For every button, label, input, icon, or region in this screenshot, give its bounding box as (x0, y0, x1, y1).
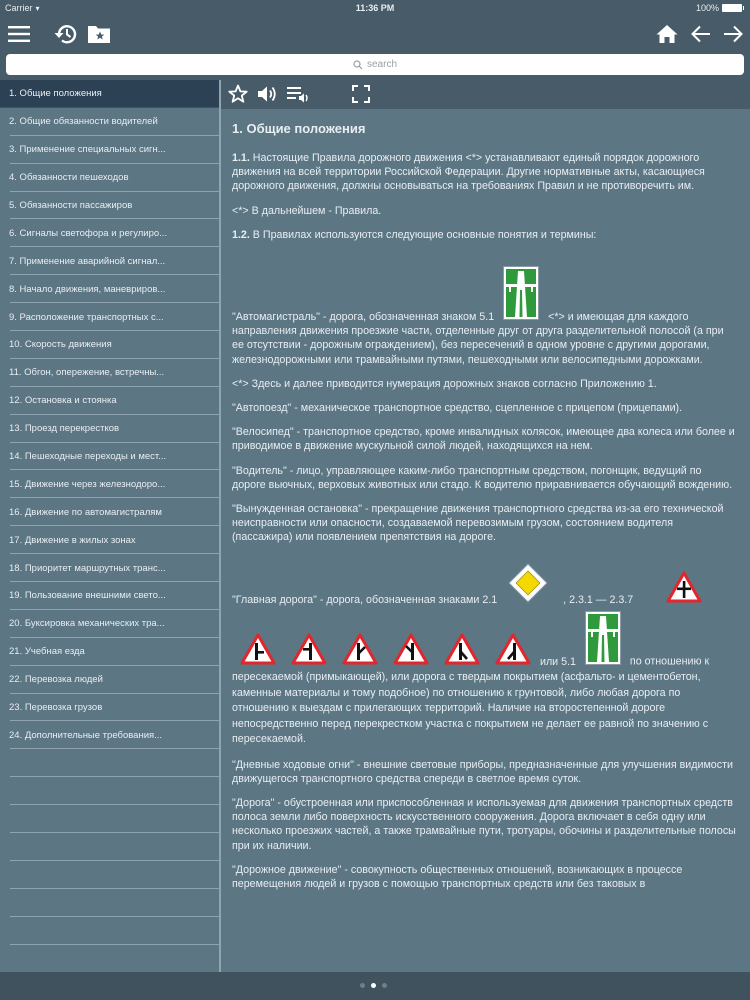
forward-arrow-icon[interactable] (718, 20, 748, 48)
sidebar-item-19[interactable] (0, 582, 219, 610)
sidebar-item-label: 11. Обгон, опережение, встречны... (9, 367, 165, 379)
sidebar-empty-row (0, 889, 219, 917)
sidebar-item-label: 16. Движение по автомагистралям (9, 506, 162, 518)
definition-text: "Автомагистраль" - дорога, обозначенная знаком 5.1 (232, 311, 498, 324)
sidebar-item-24[interactable] (0, 721, 219, 749)
definition-dorozhnoe-dvizhenie: "Дорожное движение" - совокупность общественных отношений, возникающих в процессе перемещения людей и грузов с помощью транспортных средств или без таковых в (232, 863, 683, 891)
sidebar-item-10[interactable] (0, 331, 219, 359)
sidebar-item-1[interactable] (0, 80, 219, 108)
sidebar-item-20[interactable] (0, 610, 219, 638)
sidebar-item-16[interactable] (0, 498, 219, 526)
sidebar-empty-row (0, 861, 219, 889)
page-indicator[interactable] (360, 983, 387, 988)
sidebar-item-label: 13. Проезд перекрестков (9, 423, 120, 435)
motorway-sign-5-1[interactable] (503, 266, 539, 324)
battery-icon (722, 4, 742, 12)
sidebar-item-14[interactable] (0, 443, 219, 471)
definition-text: <*> и имеющая для каждого направления движения проезжие части, отделенные друг от друга разделительной полосой (а при ее отсутствии - дорожным ограждением), без пересечений в одном уровне с другими дорогами, железнодорожными или трамвайными путями, пешеходными или велосипедными дорожками. (232, 311, 724, 366)
side-road-sign-2-3-4[interactable] (342, 633, 378, 671)
sidebar-item-6[interactable] (0, 219, 219, 247)
definition-vynuzhdennaya-ostanovka: "Вынужденная остановка" - прекращение движения транспортного средства из-за его технической неисправности или опасности, создаваемой перевозимым грузом, состоянием водителя (пассажира) или появлением препятствия на дороге. (232, 503, 724, 544)
sidebar-item-12[interactable] (0, 387, 219, 415)
sidebar-item-label: 23. Перевозка грузов (9, 702, 103, 714)
page-dot[interactable] (360, 983, 365, 988)
back-arrow-icon[interactable] (686, 20, 716, 48)
sidebar-item-label: 12. Остановка и стоянка (9, 395, 117, 407)
search-placeholder: search (366, 59, 397, 70)
sidebar-item-label: 9. Расположение транспортных с... (9, 311, 164, 323)
definition-dnevnye-ogni: "Дневные ходовые огни" - внешние световые приборы, предназначенные для улучшения видимости движущегося транспортного средства спереди в светлое время суток. (232, 758, 733, 785)
sidebar-item-label: 21. Учебная езда (9, 646, 85, 658)
main-road-sign-2-1[interactable] (508, 563, 548, 609)
article-content (221, 109, 750, 972)
sidebar-item-3[interactable] (0, 136, 219, 164)
crossroad-sign-2-3-1[interactable] (666, 571, 702, 609)
battery (696, 3, 742, 13)
side-road-sign-2-3-3[interactable] (291, 633, 327, 671)
home-icon[interactable] (652, 20, 682, 48)
sidebar-item-15[interactable] (0, 470, 219, 498)
sidebar-item-label: 14. Пешеходные переходы и мест... (9, 451, 167, 463)
clause-number: 1.1. (232, 152, 250, 164)
clause-text: Настоящие Правила дорожного движения <*> устанавливают единый порядок дорожного движения на всей территории Российской Федерации. Другие нормативные акты, касающиеся дорожного движения, должны основываться на требованиях Правил и не противоречить им. (232, 152, 705, 193)
sidebar-item-label: 5. Обязанности пассажиров (9, 200, 133, 211)
page-dot[interactable] (382, 983, 387, 988)
sidebar-item-8[interactable] (0, 275, 219, 303)
sidebar-item-11[interactable] (0, 359, 219, 387)
footnote-rules: <*> В дальнейшем - Правила. (232, 204, 382, 217)
search-icon (353, 60, 363, 70)
definition-text: "Главная дорога" - дорога, обозначенная знаками 2.1 (232, 593, 501, 606)
carrier-text: Carrier (5, 3, 33, 13)
sidebar-item-label: 6. Сигналы светофора и регулиро... (9, 227, 168, 239)
menu-icon[interactable] (4, 20, 34, 48)
sidebar-item-label: 24. Дополнительные требования... (9, 729, 163, 741)
sidebar-item-13[interactable] (0, 415, 219, 443)
sidebar-item-4[interactable] (0, 164, 219, 192)
sidebar-item-7[interactable] (0, 247, 219, 275)
favorites-folder-icon[interactable] (84, 20, 114, 48)
sidebar-item-label: 4. Обязанности пешеходов (9, 172, 129, 184)
wifi-icon: ▾ (35, 4, 40, 13)
definition-text: , 2.3.1 — 2.3.7 (560, 593, 637, 606)
sidebar-item-label: 19. Пользование внешними свето... (9, 590, 166, 602)
search-input[interactable] (6, 54, 744, 75)
sidebar-empty-row (0, 833, 219, 861)
sidebar-item-label: 2. Общие обязанности водителей (9, 116, 158, 128)
playlist-audio-icon[interactable] (287, 83, 311, 105)
fullscreen-icon[interactable] (349, 83, 373, 105)
history-icon[interactable] (50, 20, 80, 48)
sidebar-empty-row (0, 917, 219, 945)
battery-percent: 100% (695, 3, 719, 13)
definition-text: по отношению к пересекаемой (примыкающей), или дорога с твердым покрытием (асфальто- и цементобетон, каменные материалы и тому подобное) по отношению к грунтовой, либо любая дорога по отношению к выездам с прилегающих территорий. Наличие на второстепенной дороге непосредственно перед перекрестком участка с покрытием не делает ее равной по значению с пересекаемой. (232, 655, 710, 746)
side-road-sign-2-3-6[interactable] (444, 633, 480, 671)
sidebar-item-label: 10. Скорость движения (9, 339, 112, 351)
sidebar-empty-row (0, 777, 219, 805)
definition-avtopoezd: "Автопоезд" - механическое транспортное средство, сцепленное с прицепом (прицепами). (232, 402, 683, 415)
definition-text: или 5.1 (537, 655, 579, 668)
sidebar-item-label: 3. Применение специальных сигн... (9, 144, 166, 156)
sidebar-item-label: 1. Общие положения (9, 88, 102, 100)
sidebar-empty-row (0, 945, 219, 973)
sidebar-item-5[interactable] (0, 192, 219, 220)
motorway-sign-5-1[interactable] (585, 611, 621, 671)
definition-velosiped: "Велосипед" - транспортное средство, кроме инвалидных колясок, имеющее два колеса или более и приводимое в движение мускульной силой людей, находящихся на нем. (232, 426, 735, 453)
clock: 11:36 PM (355, 3, 395, 13)
sidebar-item-label: 7. Применение аварийной сигнал... (9, 255, 166, 267)
definition-avtomagistral (232, 266, 736, 367)
side-road-sign-2-3-5[interactable] (393, 633, 429, 671)
sidebar-item-18[interactable] (0, 554, 219, 582)
nav-bar (0, 16, 750, 52)
article-title: 1. Общие положения (232, 121, 366, 136)
sidebar-item-label: 18. Приоритет маршрутных транс... (9, 562, 166, 574)
definition-doroga: "Дорога" - обустроенная или приспособленная и используемая для движения транспортных средств полоса земли либо поверхность искусственного сооружения. Дорога включает в себя одну или несколько проезжих частей, а также трамвайные пути, тротуары, обочины и разделительные полосы при их наличии. (232, 797, 736, 852)
sidebar-item-label: 15. Движение через железнодоро... (9, 478, 166, 490)
sidebar-item-label: 8. Начало движения, маневриров... (9, 283, 166, 295)
side-road-sign-2-3-2[interactable] (240, 633, 276, 671)
search-bar (0, 52, 750, 78)
definition-voditel: "Водитель" - лицо, управляющее каким-либо транспортным средством, погонщик, ведущий по дороге вьючных, верховых животных или стадо. К водителю приравнивается обучающий вождению. (232, 464, 733, 491)
sidebar-item-22[interactable] (0, 666, 219, 694)
sidebar-item-label: 22. Перевозка людей (9, 674, 103, 686)
footnote-numbering: <*> Здесь и далее приводится нумерация дорожных знаков согласно Приложению 1. (232, 377, 657, 390)
sidebar-item-label: 17. Движение в жилых зонах (9, 534, 136, 546)
definition-glavnaya-doroga (232, 563, 736, 748)
paragraph-1-2 (232, 228, 736, 242)
clause-text: В Правилах используются следующие основные понятия и термины: (249, 228, 597, 241)
sidebar-item-label: 20. Буксировка механических тра... (9, 618, 165, 630)
sidebar-empty-row (0, 805, 219, 833)
sidebar-item-2[interactable] (0, 108, 219, 136)
status-bar (0, 0, 750, 16)
speaker-icon[interactable] (256, 83, 280, 105)
sidebar-empty-row (0, 749, 219, 777)
side-road-sign-2-3-7[interactable] (495, 633, 531, 671)
sidebar-item-17[interactable] (0, 526, 219, 554)
sidebar-item-9[interactable] (0, 303, 219, 331)
clause-number: 1.2. (232, 228, 250, 241)
content-toolbar (221, 80, 750, 109)
star-icon[interactable] (226, 83, 250, 105)
chapter-sidebar (0, 80, 219, 972)
sidebar-item-23[interactable] (0, 694, 219, 722)
page-control-bar (0, 972, 750, 1000)
paragraph-1-1 (232, 151, 736, 194)
page-dot-active[interactable] (371, 983, 376, 988)
sidebar-item-21[interactable] (0, 638, 219, 666)
